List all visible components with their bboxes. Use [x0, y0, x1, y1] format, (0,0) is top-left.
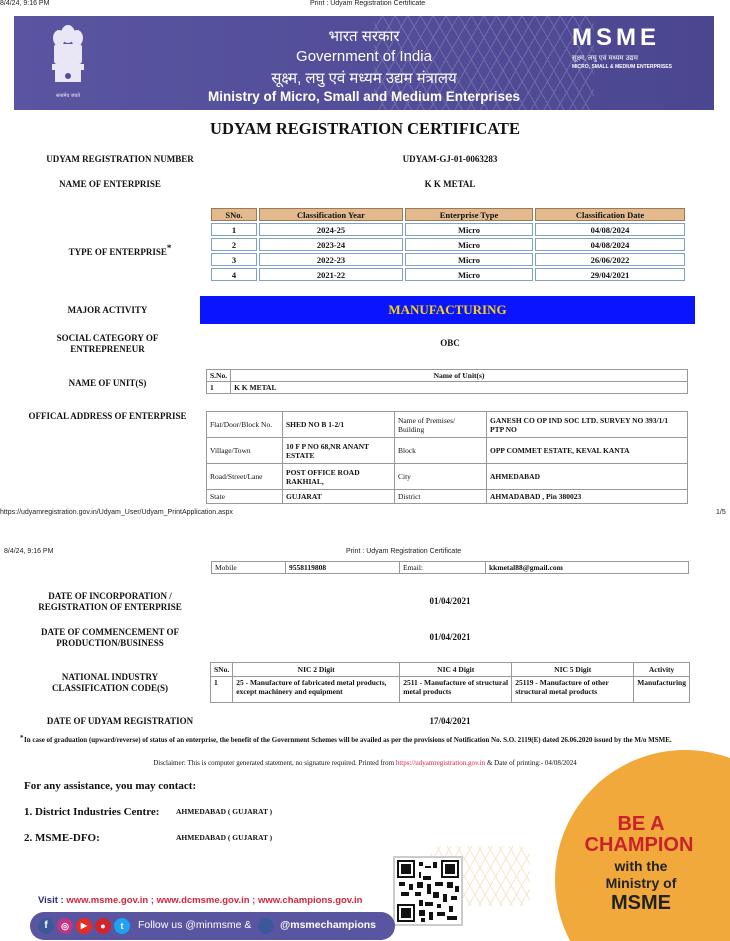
table-header-row: [207, 370, 688, 382]
cell: 29/04/2021: [535, 268, 685, 281]
type-label: TYPE OF ENTERPRISE*: [68, 243, 172, 257]
follow-text: Follow us @minmsme &: [138, 919, 252, 931]
cell: kkmetal88@gmail.com: [486, 562, 689, 574]
units-table: [206, 369, 688, 394]
cell: Road/Street/Lane: [207, 464, 283, 490]
th-nic4: NIC 4 Digit: [400, 663, 512, 677]
classification-table: [209, 206, 687, 283]
cell: OPP COMMET ESTATE, KEVAL KANTA: [487, 438, 688, 464]
cell: Village/Town: [207, 438, 283, 464]
ministry-title: Ministry of Micro, Small and Medium Enterprises: [207, 89, 521, 104]
cell: 25 - Manufacture of fabricated metal products, except machinery and equipment: [233, 677, 400, 703]
assist-heading: For any assistance, you may contact:: [24, 780, 197, 792]
cell: Manufacturing: [634, 677, 690, 703]
cell: 10 F P NO 68,NR ANANT ESTATE: [283, 438, 395, 464]
social-value: OBC: [440, 338, 460, 348]
reg-no-value: UDYAM-GJ-01-0063283: [402, 154, 498, 164]
cell: K K METAL: [231, 382, 688, 394]
champion-line-4: Ministry of: [605, 875, 677, 891]
champion-line-5: MSME: [611, 892, 671, 914]
nic-table: [210, 662, 690, 703]
qr-code: [393, 856, 463, 926]
cell: 2021-22: [259, 268, 403, 281]
emblem-caption: सत्यमेव जयते: [55, 93, 81, 99]
koo-icon[interactable]: ●: [95, 918, 111, 934]
cell: 9558119808: [286, 562, 400, 574]
th-nic5: NIC 5 Digit: [512, 663, 634, 677]
cell: City: [395, 464, 487, 490]
cell: 2022-23: [259, 253, 403, 266]
cell: AHMADABAD , Pin 380023: [487, 490, 688, 504]
udyam-date-value: 17/04/2021: [429, 716, 471, 726]
cell: 1: [207, 382, 231, 394]
table-row: [211, 253, 685, 266]
nic-label: NATIONAL INDUSTRY CLASSIFICATION CODE(S): [51, 672, 169, 693]
units-label: NAME OF UNIT(S): [68, 378, 147, 388]
table-row: [211, 268, 685, 281]
cell: 26/06/2022: [535, 253, 685, 266]
hindi-ministry: सूक्ष्म, लघु एवं मध्यम उद्यम मंत्रालय: [271, 70, 457, 87]
table-header-row: [211, 663, 690, 677]
activity-label: MAJOR ACTIVITY: [67, 305, 148, 315]
cell: 04/08/2024: [535, 238, 685, 251]
table-row: [211, 238, 685, 251]
incorp-value: 01/04/2021: [429, 596, 471, 606]
cell: 2: [211, 238, 257, 251]
cell: 04/08/2024: [535, 223, 685, 236]
cell: 25119 - Manufacture of other structural metal products: [512, 677, 634, 703]
table-row: [207, 490, 688, 504]
social-label: SOCIAL CATEGORY OF ENTREPRENEUR: [56, 333, 159, 354]
msme-logo: MSME: [572, 24, 660, 51]
cell: GUJARAT: [283, 490, 395, 504]
cell: Block: [395, 438, 487, 464]
activity-bar: [200, 296, 695, 324]
th-type: Enterprise Type: [405, 208, 533, 221]
twitter-icon[interactable]: t: [114, 918, 130, 934]
cell: 1: [211, 677, 233, 703]
table-header-row: [211, 208, 685, 221]
table-row: [211, 223, 685, 236]
cell: Micro: [405, 238, 533, 251]
table-row: [211, 677, 690, 703]
table-row: [212, 562, 689, 574]
address-table: [206, 411, 688, 504]
th-date: Classification Date: [535, 208, 685, 221]
contact-table: [211, 561, 689, 574]
commence-label: DATE OF COMMENCEMENT OF PRODUCTION/BUSINESS: [40, 627, 180, 648]
cell: Micro: [405, 268, 533, 281]
activity-value: MANUFACTURING: [388, 302, 507, 317]
cell: 3: [211, 253, 257, 266]
commence-value: 01/04/2021: [429, 632, 471, 642]
print-url: https://udyamregistration.gov.in/Udyam_User/Udyam_PrintApplication.aspx: [0, 509, 233, 516]
facebook-icon-2[interactable]: [258, 918, 274, 934]
th-nic2: NIC 2 Digit: [233, 663, 400, 677]
th-sno: SNo.: [211, 663, 233, 677]
govt-title: Government of India: [296, 48, 432, 65]
cell: Mobile: [212, 562, 286, 574]
social-bar: [30, 912, 395, 940]
cell: Name of Premises/ Building: [395, 412, 487, 438]
youtube-icon[interactable]: ▶: [76, 918, 92, 934]
table-row: [207, 412, 688, 438]
th-year: Classification Year: [259, 208, 403, 221]
champion-panel: [535, 740, 730, 941]
cell: 2024-25: [259, 223, 403, 236]
th-unit-name: Name of Unit(s): [231, 370, 688, 382]
name-value: K K METAL: [424, 179, 476, 189]
print-date-2: 8/4/24, 9:16 PM: [4, 548, 54, 555]
msme-hindi: सूक्ष्म, लघु एवं मध्यम उद्यम: [572, 55, 638, 62]
reg-no-label: UDYAM REGISTRATION NUMBER: [46, 154, 194, 164]
th-sno: S.No.: [207, 370, 231, 382]
visit-line: Visit : www.msme.gov.in ; www.dcmsme.gov.in ; www.champions.gov.in: [38, 895, 363, 906]
cell: GANESH CO OP IND SOC LTD. SURVEY NO 393/1/1 PTP NO: [487, 412, 688, 438]
cell: 2511 - Manufacture of structural metal products: [400, 677, 512, 703]
address-label: OFFICAL ADDRESS OF ENTERPRISE: [28, 411, 187, 421]
dic-value: AHMEDABAD ( GUJARAT ): [176, 807, 273, 816]
print-date: 8/4/24, 9:16 PM: [0, 0, 50, 7]
cell: State: [207, 490, 283, 504]
champion-line-1: BE A: [617, 813, 665, 835]
udyam-link[interactable]: https://udyamregistration.gov.in: [395, 759, 486, 767]
header-banner: [14, 16, 714, 110]
print-title-2: Print : Udyam Registration Certificate: [346, 548, 462, 555]
national-emblem-icon: [48, 22, 88, 102]
cell: Flat/Door/Block No.: [207, 412, 283, 438]
cell: 2023-24: [259, 238, 403, 251]
table-row: [207, 382, 688, 394]
cell: District: [395, 490, 487, 504]
msme-subtitle: MICRO, SMALL & MEDIUM ENTERPRISES: [572, 64, 672, 70]
dic-label: 1. District Industries Centre:: [24, 806, 160, 818]
print-title: Print : Udyam Registration Certificate: [310, 0, 426, 7]
cell: SHED NO B 1-2/1: [283, 412, 395, 438]
cell: 1: [211, 223, 257, 236]
cell: Micro: [405, 223, 533, 236]
graduation-note: * In case of graduation (upward/reverse) of status of an enterprise, the benefit of the Government Schemes will be availed as per the provisions of Notification No. S.O. 2119(E) dated 26.06.2020 issued by the M/o MSME.: [20, 734, 672, 744]
disclaimer: Disclaimer: This is computer generated statement, no signature required. Printed from https://udyamregistration.gov.in & Date of printing:- 04/08/2024: [153, 759, 577, 767]
hindi-govt: भारत सरकार: [328, 28, 400, 45]
dfo-label: 2. MSME-DFO:: [24, 832, 100, 844]
page-title: UDYAM REGISTRATION CERTIFICATE: [210, 119, 520, 138]
champion-line-2: CHAMPION: [584, 834, 694, 856]
instagram-icon[interactable]: ◎: [57, 918, 73, 934]
cell: AHMEDABAD: [487, 464, 688, 490]
udyam-date-label: DATE OF UDYAM REGISTRATION: [46, 716, 194, 726]
table-row: [207, 464, 688, 490]
page-number: 1/5: [716, 509, 726, 516]
cell: POST OFFICE ROAD RAKHIAL,: [283, 464, 395, 490]
dfo-value: AHMEDABAD ( GUJARAT ): [176, 833, 273, 842]
cell: Micro: [405, 253, 533, 266]
table-row: [207, 438, 688, 464]
cell: 4: [211, 268, 257, 281]
th-activity: Activity: [634, 663, 690, 677]
facebook-icon[interactable]: f: [38, 918, 54, 934]
th-sno: SNo.: [211, 208, 257, 221]
incorp-label: DATE OF INCORPORATION / REGISTRATION OF ENTERPRISE: [38, 591, 182, 612]
handle-text: @msmechampions: [280, 919, 377, 931]
name-label: NAME OF ENTERPRISE: [59, 179, 161, 189]
cell: Email:: [400, 562, 486, 574]
champion-line-3: with the: [614, 858, 668, 874]
visit-links[interactable]: www.msme.gov.in ; www.dcmsme.gov.in ; www.champions.gov.in: [66, 895, 363, 906]
